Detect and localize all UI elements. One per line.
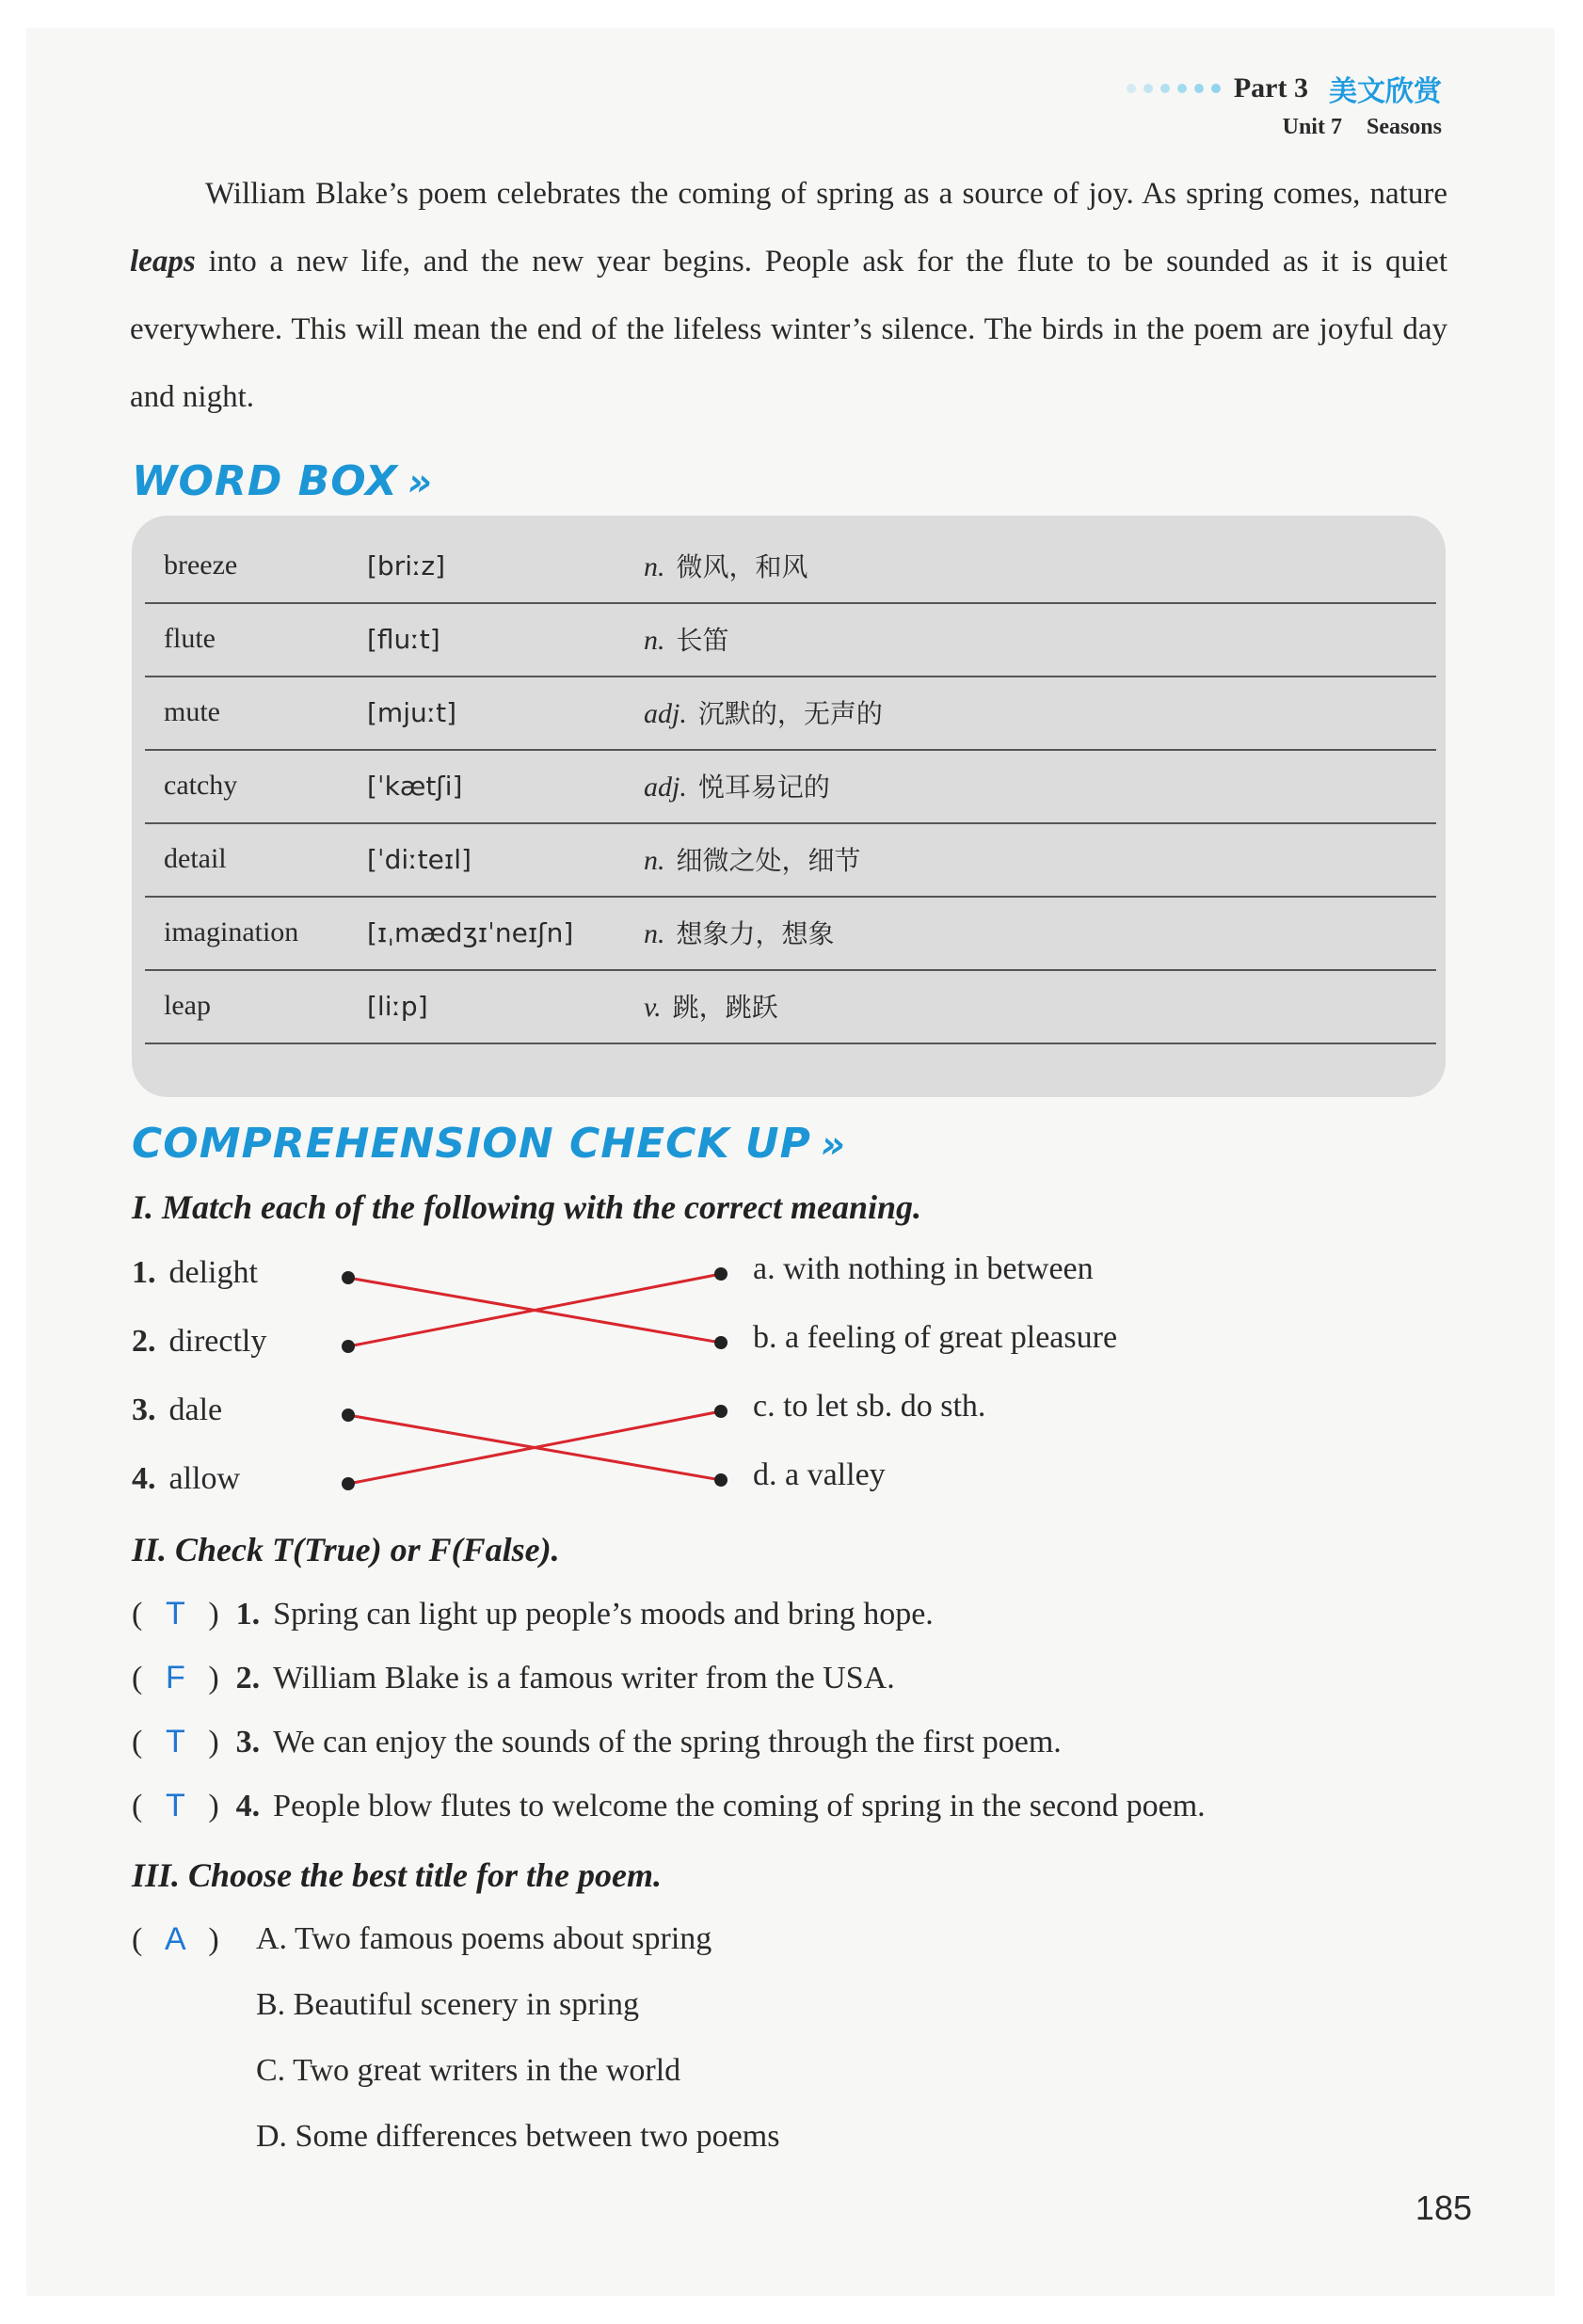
word-row [145, 749, 1436, 824]
chevron-right-icon: » [820, 1123, 846, 1167]
meaning: 长笛 [676, 625, 729, 656]
comprehension-title [132, 1120, 846, 1168]
header-unit-title: Seasons [1366, 115, 1442, 139]
definition [644, 767, 830, 804]
item-number: 3. [235, 1725, 261, 1759]
word-box-table [132, 516, 1446, 1097]
option: C. Two great writers in the world [256, 2053, 681, 2088]
chevron-right-icon: » [407, 461, 433, 504]
intro-text-1: William Blake’s poem celebrates the coming of spring as a source of joy. As spring comes, nature [205, 177, 1447, 211]
item-text: directly [168, 1324, 267, 1359]
part2-instruction: II. Check T(True) or F(False). [132, 1531, 560, 1568]
meaning: 跳，跳跃 [672, 992, 778, 1023]
part-of-speech: adj. [644, 698, 687, 729]
item-text: William Blake is a famous writer from the USA. [273, 1661, 895, 1695]
word: detail [164, 843, 227, 874]
phonetic: [ɪˌmædʒɪˈneɪʃn] [367, 916, 574, 948]
item-text: dale [168, 1393, 223, 1427]
phonetic: [fluːt] [367, 623, 440, 655]
intro-paragraph [130, 160, 1447, 431]
page-number: 185 [1415, 2189, 1472, 2227]
header-dots-decoration [1127, 84, 1221, 93]
item-text: We can enjoy the sounds of the spring through the first poem. [273, 1725, 1062, 1759]
part-of-speech: adj. [644, 772, 687, 803]
word: mute [164, 696, 220, 727]
definition [644, 914, 835, 951]
word-row [145, 822, 1436, 898]
tf-answer: T [165, 1596, 185, 1632]
word: breeze [164, 549, 238, 581]
item-text: Spring can light up people’s moods and bring hope. [273, 1597, 934, 1632]
word-row [145, 602, 1436, 677]
item-text: People blow flutes to welcome the coming of spring in the second poem. [273, 1789, 1206, 1823]
tf-answer: F [165, 1660, 185, 1695]
option: A. Two famous poems about spring [256, 1921, 712, 1956]
item-number: 2. [132, 1324, 156, 1359]
header-part-cn: 美文欣赏 [1329, 75, 1442, 108]
word: flute [164, 623, 216, 654]
tf-item: ( T ) 1. Spring can light up people’s moods and bring hope. [132, 1596, 934, 1632]
phonetic: [mjuːt] [367, 696, 457, 728]
meaning: 细微之处，细节 [676, 845, 861, 876]
definition [644, 547, 808, 584]
definition [644, 840, 861, 878]
part-of-speech: n. [644, 625, 665, 656]
tf-item: ( T ) 3. We can enjoy the sounds of the spring through the first poem. [132, 1724, 1062, 1759]
tf-item: ( T ) 4. People blow flutes to welcome the coming of spring in the second poem. [132, 1788, 1206, 1823]
word-box-title [132, 457, 433, 505]
word-row [145, 969, 1436, 1044]
match-left-item [132, 1255, 258, 1291]
phonetic: [liːp] [367, 990, 428, 1022]
word-box-title-text: WORD BOX [132, 457, 398, 505]
option: D. Some differences between two poems [256, 2119, 780, 2154]
match-left-item [132, 1324, 266, 1360]
part-of-speech: n. [644, 918, 665, 949]
meaning: 悦耳易记的 [697, 772, 830, 803]
word-row [145, 896, 1436, 971]
match-left-item [132, 1461, 240, 1497]
match-right-item: b. a feeling of great pleasure [753, 1320, 1118, 1355]
item-text: delight [168, 1255, 258, 1290]
comprehension-title-text: COMPREHENSION CHECK UP [132, 1120, 811, 1168]
header-part: Part 3 [1233, 72, 1308, 103]
meaning: 想象力，想象 [676, 918, 835, 949]
header-part-line [1127, 68, 1442, 109]
header-unit: Unit 7 [1282, 115, 1342, 139]
phonetic: [ˈkætʃi] [367, 770, 463, 802]
definition [644, 693, 883, 731]
item-number: 3. [132, 1393, 156, 1427]
phonetic: [briːz] [367, 549, 446, 581]
item-number: 1. [132, 1255, 156, 1290]
header-unit-line [1127, 115, 1442, 140]
tf-answer: T [165, 1788, 185, 1823]
word: imagination [164, 916, 299, 947]
intro-text-2: into a new life, and the new year begins. People ask for the flute to be sounded as it is quiet everywhere. This will mean the end of the lifeless winter’s silence. The birds in the poem are joyful day and night. [130, 245, 1447, 414]
definition [644, 987, 778, 1025]
phonetic: [ˈdiːteɪl] [367, 843, 472, 875]
part1-instruction: I. Match each of the following with the correct meaning. [132, 1188, 922, 1226]
part3-instruction: III. Choose the best title for the poem. [132, 1856, 663, 1894]
item-number: 2. [235, 1661, 261, 1695]
meaning: 沉默的，无声的 [697, 698, 883, 729]
choice-answer: ( A ) [132, 1921, 219, 1957]
match-right-item: d. a valley [753, 1457, 886, 1492]
item-number: 4. [132, 1461, 156, 1496]
meaning: 微风，和风 [676, 551, 808, 582]
part-of-speech: v. [644, 992, 662, 1023]
tf-item: ( F ) 2. William Blake is a famous writer from the USA. [132, 1660, 895, 1695]
match-right-item: a. with nothing in between [753, 1251, 1094, 1286]
intro-emphasis: leaps [130, 245, 196, 279]
definition [644, 620, 729, 658]
part-of-speech: n. [644, 551, 665, 582]
part-of-speech: n. [644, 845, 665, 876]
word: catchy [164, 770, 238, 801]
word-row [145, 529, 1436, 604]
option: B. Beautiful scenery in spring [256, 1987, 639, 2022]
running-header [1127, 68, 1442, 140]
match-left-item [132, 1393, 222, 1428]
word-row [145, 676, 1436, 751]
match-right-item: c. to let sb. do sth. [753, 1389, 986, 1424]
tf-answer: T [165, 1724, 185, 1759]
choice-answer-letter: A [164, 1921, 186, 1957]
item-number: 1. [235, 1597, 261, 1632]
word: leap [164, 990, 211, 1021]
item-text: allow [168, 1461, 241, 1496]
item-number: 4. [235, 1789, 261, 1823]
